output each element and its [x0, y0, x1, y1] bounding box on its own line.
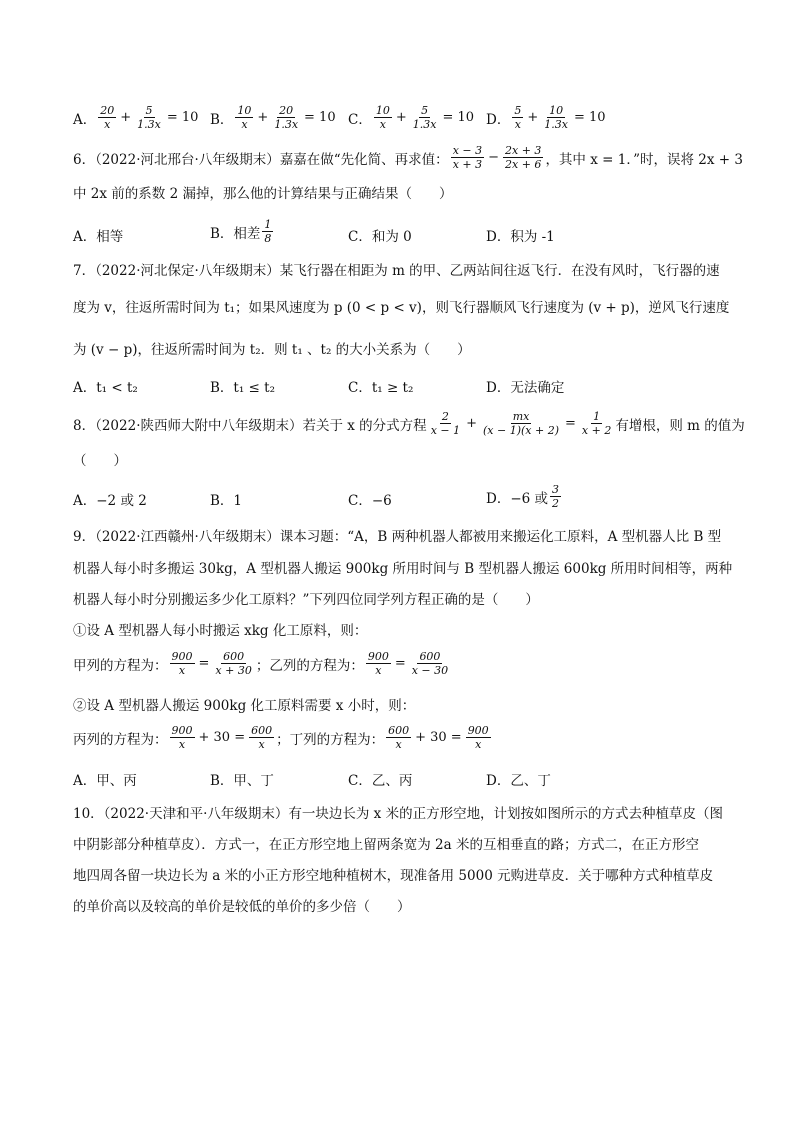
numerator: mx: [512, 410, 530, 423]
q9-equations-2: [73, 724, 493, 751]
fraction: [451, 144, 484, 171]
plus-sign: +: [120, 110, 132, 125]
question-text: ，其中 x = 1．”时，误将 2x + 3: [545, 151, 743, 168]
plus-sign: +: [395, 110, 407, 125]
option-label: B．相差: [210, 225, 261, 242]
q5-option-b: [210, 104, 338, 131]
q9-line-5: ②设 A 型机器人搬运 900kg 化工原料需要 x 小时，则：: [73, 698, 416, 714]
equation-rhs: = 10: [573, 110, 606, 125]
denominator: x: [395, 738, 402, 751]
q8-line-2: （ ）: [73, 453, 127, 469]
q10-line-2: 中阴影部分种植草皮）．方式一，在正方形空地上留两条宽为 2a 米的互相垂直的路；方式二，在正方形空: [73, 837, 699, 853]
q8-option-b: B．1: [210, 493, 243, 509]
numerator: 600: [251, 724, 273, 737]
fraction: [262, 218, 273, 245]
q7-option-a: A．t₁ < t₂: [73, 380, 138, 396]
denominator: x: [241, 118, 248, 131]
denominator: 2x + 6: [505, 158, 542, 171]
numerator: 10: [237, 104, 252, 117]
numerator: 3: [552, 483, 560, 496]
q7-option-c: C．t₁ ≥ t₂: [348, 380, 414, 396]
fraction: [580, 410, 613, 437]
q5-option-a: [73, 104, 200, 131]
q9-option-b: B．甲、丁: [210, 773, 274, 789]
q10-line-4: 的单价高以及较高的单价是较低的单价的多少倍（ ）: [73, 899, 411, 915]
q6-line-1: [73, 144, 743, 171]
q9-option-d: D．乙、丁: [486, 773, 551, 789]
fraction: [366, 650, 391, 677]
q6-line-2: 中 2x 前的系数 2 漏掉，那么他的计算结果与正确结果（ ）: [73, 186, 453, 202]
fraction: [481, 410, 561, 437]
numerator: 600: [223, 650, 245, 663]
fraction: [135, 104, 163, 131]
denominator: x: [104, 118, 111, 131]
numerator: x − 3: [452, 144, 483, 157]
plus-sign: +: [466, 416, 478, 431]
numerator: 1: [264, 218, 272, 231]
numerator: 20: [100, 104, 115, 117]
equation-rhs: = 10: [304, 110, 336, 125]
q9-line-4: ①设 A 型机器人每小时搬运 xkg 化工原料，则：: [73, 623, 368, 639]
denominator: 1.3x: [274, 118, 299, 131]
denominator: 2: [552, 497, 560, 510]
q7-line-2: 度为 v，往返所需时间为 t₁；如果风速度为 p (0 < p < v)，则飞行器顺风飞行速度为 (v + p)，逆风飞行速度: [73, 300, 730, 316]
q7-line-3: 为 (v − p)，往返所需时间为 t₂．则 t₁ 、t₂ 的大小关系为（ ）: [73, 342, 471, 358]
question-text: 有增根，则 m 的值为: [615, 417, 745, 434]
denominator: 8: [264, 232, 272, 245]
q8-option-a: A．−2 或 2: [73, 493, 147, 509]
option-label: D．−6 或: [486, 490, 549, 507]
plus-sign: +: [257, 110, 269, 125]
fraction: [272, 104, 300, 131]
equation-operator: + 30 =: [415, 730, 462, 745]
denominator: x: [258, 738, 265, 751]
denominator: x: [475, 738, 482, 751]
denominator: x: [514, 118, 521, 131]
fraction: [550, 483, 561, 510]
fraction: [170, 650, 195, 677]
q7-line-1: 7．（2022·河北保定·八年级期末）某飞行器在相距为 m 的甲、乙两站间往返飞行．在没有风时，飞行器的速: [73, 263, 720, 279]
fraction: [466, 724, 491, 751]
fraction: [374, 104, 392, 131]
numerator: 10: [375, 104, 390, 117]
q8-line-1: [73, 410, 745, 437]
q6-option-c: C．和为 0: [348, 229, 412, 245]
numerator: 900: [367, 650, 389, 663]
option-label: C．: [348, 111, 372, 128]
fraction: [411, 104, 439, 131]
q7-option-d: D．无法确定: [486, 380, 565, 396]
option-label: D．: [486, 111, 511, 128]
equals-sign: =: [565, 416, 576, 431]
numerator: 5: [145, 104, 153, 117]
denominator: x + 30: [215, 664, 252, 677]
q7-option-b: B．t₁ ≤ t₂: [210, 380, 275, 396]
q6-option-b: [210, 218, 275, 245]
denominator: x: [375, 664, 382, 677]
equation-operator: + 30 =: [198, 730, 246, 745]
option-label: B．: [210, 111, 234, 128]
question-text: 8．（2022·陕西师大附中八年级期末）若关于 x 的分式方程: [73, 417, 427, 434]
fraction: [213, 650, 253, 677]
fraction: [386, 724, 411, 751]
numerator: 600: [419, 650, 441, 663]
denominator: x: [178, 738, 186, 751]
numerator: 900: [467, 724, 489, 737]
equation-label: 丙列的方程为：: [73, 731, 168, 748]
q8-option-d: [486, 483, 563, 510]
q5-option-c: [348, 104, 476, 131]
q6-option-a: A．相等: [73, 229, 124, 245]
numerator: 5: [421, 104, 429, 117]
denominator: 1.3x: [137, 118, 161, 131]
fraction: [235, 104, 253, 131]
denominator: (x − 1)(x + 2): [483, 424, 560, 437]
plus-sign: +: [527, 110, 539, 125]
numerator: 1: [593, 410, 601, 423]
equation-label: ；丁列的方程为：: [276, 731, 385, 748]
denominator: 1.3x: [544, 118, 568, 131]
q8-option-c: C．−6: [348, 493, 392, 509]
q6-option-d: D．积为 -1: [486, 229, 555, 245]
q9-equations-1: [73, 650, 452, 677]
equals-sign: =: [394, 656, 406, 671]
q5-option-d: [486, 104, 608, 131]
fraction: [410, 650, 450, 677]
numerator: 5: [514, 104, 522, 117]
denominator: x: [178, 664, 186, 677]
numerator: 20: [279, 104, 294, 117]
denominator: x + 2: [581, 424, 612, 437]
equation-rhs: = 10: [166, 110, 199, 125]
q9-line-2: 机器人每小时多搬运 30kg，A 型机器人搬运 900kg 所用时间与 B 型机器人搬运 600kg 所用时间相等，两种: [73, 561, 733, 577]
numerator: 2: [441, 410, 449, 423]
q10-line-3: 地四周各留一块边长为 a 米的小正方形空地种植树木，现准备用 5000 元购进草皮．关于哪种方式种植草皮: [73, 868, 714, 884]
fraction: [503, 144, 543, 171]
option-label: A．: [73, 111, 97, 128]
denominator: 1.3x: [412, 118, 437, 131]
fraction: [249, 724, 274, 751]
equation-label: 甲列的方程为：: [73, 657, 168, 674]
question-text: 6．（2022·河北邢台·八年级期末）嘉嘉在做“先化简、再求值：: [73, 151, 449, 168]
q9-line-1: 9．（2022·江西赣州·八年级期末）课本习题：“A，B 两种机器人都被用来搬运化工原料，A 型机器人比 B 型: [73, 529, 722, 545]
equals-sign: =: [198, 656, 210, 671]
fraction: [170, 724, 195, 751]
q9-option-a: A．甲、丙: [73, 773, 137, 789]
denominator: x + 3: [452, 158, 483, 171]
minus-sign: −: [488, 150, 500, 165]
fraction: [512, 104, 523, 131]
equation-rhs: = 10: [442, 110, 475, 125]
fraction: [429, 410, 462, 437]
denominator: x: [379, 118, 386, 131]
q10-line-1: 10．（2022·天津和平·八年级期末）有一块边长为 x 米的正方形空地，计划按如图所示的方式去种植草皮（图: [73, 806, 724, 822]
numerator: 900: [171, 724, 193, 737]
numerator: 600: [388, 724, 410, 737]
equation-label: ；乙列的方程为：: [255, 657, 364, 674]
numerator: 2x + 3: [505, 144, 542, 157]
fraction: [98, 104, 116, 131]
q9-option-c: C．乙、丙: [348, 773, 413, 789]
numerator: 10: [549, 104, 564, 117]
denominator: x − 30: [411, 664, 449, 677]
q9-line-3: 机器人每小时分别搬运多少化工原料？”下列四位同学列方程正确的是（ ）: [73, 592, 539, 608]
numerator: 900: [171, 650, 193, 663]
fraction: [542, 104, 570, 131]
denominator: x − 1: [430, 424, 461, 437]
